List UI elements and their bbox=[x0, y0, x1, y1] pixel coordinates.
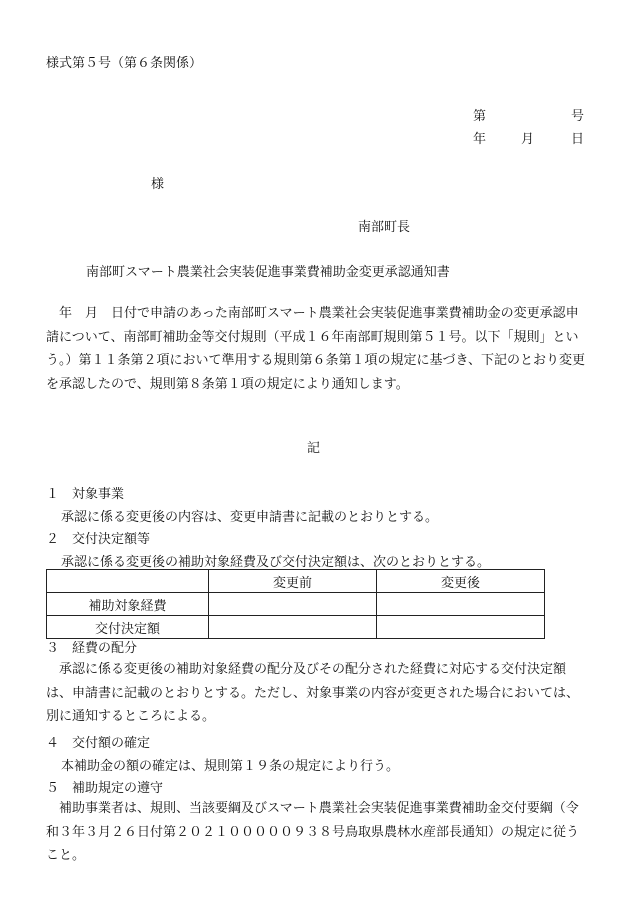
table-cell-after bbox=[377, 616, 545, 639]
table-cell-after bbox=[377, 593, 545, 616]
section-2-heading: ２ 交付決定額等 bbox=[46, 532, 151, 547]
section-3-heading: ３ 経費の配分 bbox=[46, 641, 138, 656]
table-row bbox=[47, 593, 545, 616]
table-header-cell: 変更後 bbox=[377, 570, 545, 593]
grant-table bbox=[46, 569, 545, 639]
date-year: 年 bbox=[473, 132, 487, 147]
table-row bbox=[47, 616, 545, 639]
addressee: 様 bbox=[151, 177, 165, 192]
ki-marker: 記 bbox=[307, 441, 321, 456]
table-header-cell: 変更前 bbox=[209, 570, 377, 593]
section-4-body: 本補助金の額の確定は、規則第１９条の規定により行う。 bbox=[61, 759, 400, 774]
table-row-label: 補助対象経費 bbox=[47, 593, 209, 616]
section-4-heading: ４ 交付額の確定 bbox=[46, 736, 151, 751]
document-title: 南部町スマート農業社会実装促進事業費補助金変更承認通知書 bbox=[86, 265, 450, 280]
sender: 南部町長 bbox=[358, 220, 411, 235]
date-day: 日 bbox=[571, 132, 585, 147]
section-5-body: 補助事業者は、規則、当該要綱及びスマート農業社会実装促進事業費補助金交付要綱（令和３年３月２６日付第２０２１０００００９３８号鳥取県農林水産部長通知）の規定に従うこと。 bbox=[46, 801, 580, 863]
table-row-label: 交付決定額 bbox=[47, 616, 209, 639]
section-1-body: 承認に係る変更後の内容は、変更申請書に記載のとおりとする。 bbox=[61, 510, 439, 525]
form-number: 様式第５号（第６条関係） bbox=[46, 56, 203, 71]
section-3-body: 承認に係る変更後の補助対象経費の配分及びその配分された経費に対応する交付決定額は、申請書に記載のとおりとする。ただし、対象事業の内容が変更された場合においては、別に通知するところによる。 bbox=[46, 662, 580, 724]
table-header-row bbox=[47, 570, 545, 593]
table-cell-before bbox=[209, 593, 377, 616]
section-1-heading: １ 対象事業 bbox=[46, 487, 125, 502]
date-month: 月 bbox=[521, 132, 535, 147]
table-header-cell bbox=[47, 570, 209, 593]
doc-number-suffix: 号 bbox=[571, 109, 585, 124]
section-2-body: 承認に係る変更後の補助対象経費及び交付決定額は、次のとおりとする。 bbox=[61, 555, 491, 570]
table-cell-before bbox=[209, 616, 377, 639]
body-paragraph: 年 月 日付で申請のあった南部町スマート農業社会実装促進事業費補助金の変更承認申請について、南部町補助金等交付規則（平成１６年南部町規則第５１号。以下「規則」という。）第１１条第２項において準用する規則第６条第１項の規定に基づき、下記のとおり変更を承認したので、規則第８条第１項の規定により通知します。 bbox=[46, 306, 585, 392]
doc-number-prefix: 第 bbox=[473, 109, 487, 124]
section-5-heading: ５ 補助規定の遵守 bbox=[46, 781, 164, 796]
